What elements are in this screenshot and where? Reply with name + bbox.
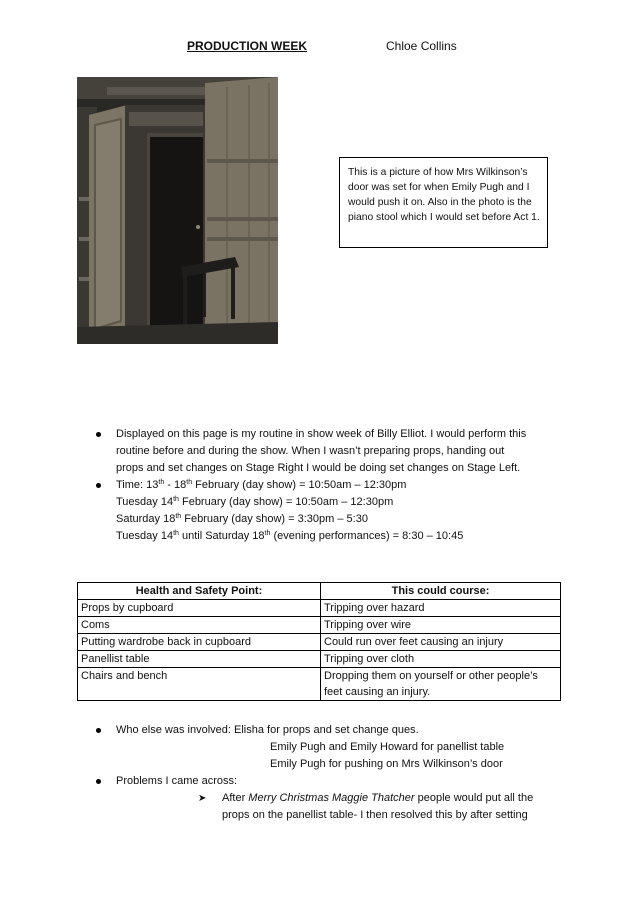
table-cell: Could run over feet causing an injury bbox=[321, 634, 561, 651]
table-row bbox=[78, 651, 561, 668]
bullet-icon bbox=[96, 728, 101, 733]
page-title: PRODUCTION WEEK bbox=[187, 39, 307, 53]
table-cell: Tripping over cloth bbox=[321, 651, 561, 668]
table-cell: Putting wardrobe back in cupboard bbox=[78, 634, 321, 651]
table-row bbox=[78, 600, 561, 617]
bullet-icon bbox=[96, 432, 101, 437]
table-row bbox=[78, 634, 561, 651]
table-cell: Tripping over hazard bbox=[321, 600, 561, 617]
health-safety-table bbox=[77, 582, 561, 701]
problem-line: props on the panellist table- I then resolved this by after setting bbox=[222, 809, 528, 821]
problem-line: After Merry Christmas Maggie Thatcher people would put all the bbox=[222, 792, 534, 804]
table-cell: Tripping over wire bbox=[321, 617, 561, 634]
author-name: Chloe Collins bbox=[386, 39, 457, 53]
table-row bbox=[78, 668, 561, 701]
routine-line: Displayed on this page is my routine in show week of Billy Elliot. I would perform this bbox=[116, 428, 527, 440]
photo-caption-box: This is a picture of how Mrs Wilkinson’s door was set for when Emily Pugh and I would push it on. Also in the photo is the piano stool which I would set before Act 1. bbox=[339, 157, 548, 248]
times-bullet bbox=[88, 477, 568, 545]
routine-section bbox=[88, 426, 568, 545]
saturday-line: Saturday 18th February (day show) = 3:30pm – 5:30 bbox=[116, 513, 368, 525]
column-header: Health and Safety Point: bbox=[78, 583, 321, 600]
table-cell: Chairs and bench bbox=[78, 668, 321, 701]
problems-bullet bbox=[88, 773, 568, 790]
photo-illustration bbox=[77, 77, 278, 344]
involved-line: Emily Pugh and Emily Howard for panellist table bbox=[270, 741, 505, 753]
problem-item bbox=[88, 790, 568, 824]
involved-bullet bbox=[88, 722, 568, 773]
arrow-bullet-icon: ➤ bbox=[198, 793, 207, 804]
bullet-icon bbox=[96, 483, 101, 488]
evening-line: Tuesday 14th until Saturday 18th (evening performances) = 8:30 – 10:45 bbox=[116, 530, 464, 542]
routine-line: routine before and during the show. When I wasn’t preparing props, handing out bbox=[116, 445, 505, 457]
table-row bbox=[78, 617, 561, 634]
routine-bullet bbox=[88, 426, 568, 477]
table-cell: Coms bbox=[78, 617, 321, 634]
column-header: This could course: bbox=[321, 583, 561, 600]
involved-line: Emily Pugh for pushing on Mrs Wilkinson’s door bbox=[270, 758, 503, 770]
involvement-section bbox=[88, 722, 568, 824]
table-cell: Props by cupboard bbox=[78, 600, 321, 617]
table-cell: Dropping them on yourself or other people’s feet causing an injury. bbox=[321, 668, 561, 701]
bullet-icon bbox=[96, 779, 101, 784]
time-line: Time: 13th - 18th February (day show) = 10:50am – 12:30pm bbox=[116, 479, 407, 491]
tuesday-line: Tuesday 14th February (day show) = 10:50am – 12:30pm bbox=[116, 496, 394, 508]
routine-line: props and set changes on Stage Right I would be doing set changes on Stage Left. bbox=[116, 462, 521, 474]
backstage-door-photo bbox=[77, 77, 278, 344]
involved-line: Who else was involved: Elisha for props and set change ques. bbox=[116, 724, 419, 736]
problems-label: Problems I came across: bbox=[116, 775, 238, 787]
table-header-row bbox=[78, 583, 561, 600]
table-cell: Panellist table bbox=[78, 651, 321, 668]
